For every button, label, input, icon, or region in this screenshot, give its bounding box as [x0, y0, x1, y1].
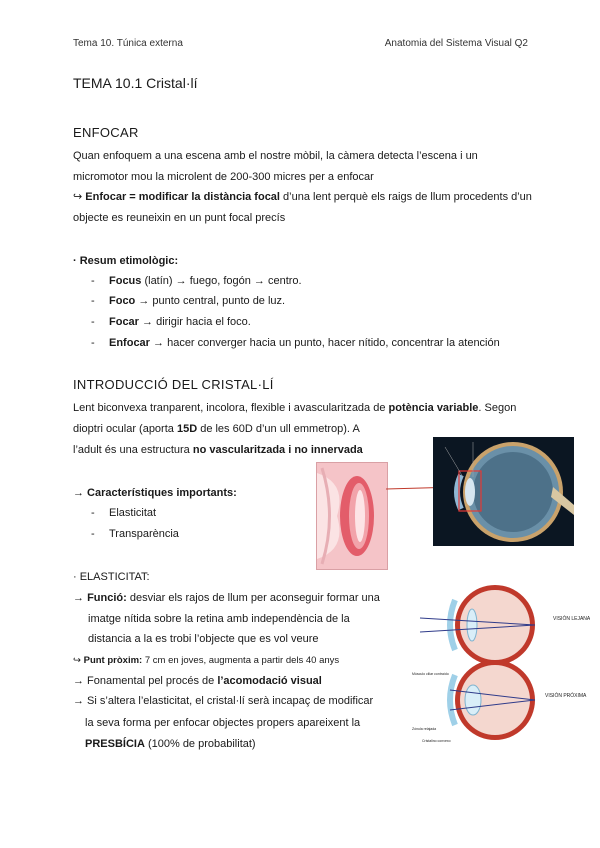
enfocar-line-1: Quan enfoquem a una escena amb el nostre mòbil, la càmera detecta l’escena i un	[73, 150, 478, 162]
section-heading-intro: INTRODUCCIÓ DEL CRISTAL·LÍ	[73, 377, 274, 392]
caract-heading: → Característiques importants:	[73, 487, 237, 499]
eye-near-vision	[450, 660, 535, 740]
enfocar-definition	[73, 190, 532, 204]
enfocar-line-2: micromotor mou la microlent de 200-300 micres per a enfocar	[73, 171, 374, 183]
list-item: - Enfocar → hacer converger hacia un punto, hacer nítido, concentrar la atención	[91, 337, 500, 349]
header-left: Tema 10. Túnica externa	[73, 38, 183, 49]
enfocar-definition-rest: d’una lent perquè els raigs de llum procedents d’un	[279, 191, 532, 203]
curved-arrow-icon: ↪	[73, 655, 81, 666]
presbicia-line-1: → Si s’altera l’elasticitat, el cristal·lí serà incapaç de modificar	[73, 695, 374, 707]
elasticitat-heading: · ELASTICITAT:	[73, 571, 150, 583]
eye-far-vision	[420, 585, 535, 665]
page-title: TEMA 10.1 Cristal·lí	[73, 75, 198, 91]
enfocar-line-4: objecte es reuneixin en un punt focal precís	[73, 212, 286, 224]
funcio-line-2: imatge nítida sobre la retina amb independència de la	[88, 613, 350, 625]
label-zonula: Zónula relajada	[412, 727, 437, 731]
section-heading-enfocar: ENFOCAR	[73, 125, 139, 140]
intro-line-1: Lent biconvexa tranparent, incolora, flexible i avascularitzada de potència variable. Segon	[73, 402, 517, 414]
intro-line-2: dioptri ocular (aporta 15D de les 60D d’un ull emmetrop). A	[73, 423, 360, 435]
list-item: - Focar → dirigir hacia el foco.	[91, 316, 251, 328]
label-proxima: VISIÓN PRÓXIMA	[545, 693, 587, 699]
presbicia-line-3: PRESBÍCIA (100% de probabilitat)	[85, 738, 256, 750]
list-item: - Foco → punto central, punto de luz.	[91, 295, 286, 307]
label-lejana: VISIÓN LEJANA	[553, 616, 590, 622]
curved-arrow-icon: ↪	[73, 191, 83, 203]
intro-line-3: l’adult és una estructura no vascularitzada i no innervada	[73, 444, 363, 456]
accommodation-figure	[410, 580, 590, 750]
label-cristalino: Cristalino convexo	[422, 739, 451, 743]
enfocar-definition-bold: Enfocar = modificar la distància focal	[85, 191, 280, 203]
list-item: - Elasticitat	[91, 507, 157, 519]
eye-cross-section-image	[433, 437, 574, 546]
label-musculo: Músculo ciliar contraído	[412, 672, 449, 676]
header-right: Anatomia del Sistema Visual Q2	[384, 38, 528, 49]
punt-proxim: ↪ Punt pròxim: 7 cm en joves, augmenta a partir dels 40 anys	[73, 655, 340, 666]
resum-heading: · Resum etimològic:	[73, 255, 179, 267]
fonamental-line: → Fonamental pel procés de l’acomodació visual	[73, 675, 322, 687]
lens-closeup-image	[316, 462, 388, 570]
presbicia-line-2: la seva forma per enfocar objectes propers apareixent la	[85, 717, 361, 729]
list-item: - Focus (latín) → fuego, fogón → centro.	[91, 275, 302, 287]
funcio-line-3: distancia a la es trobi l’objecte que es vol veure	[88, 633, 319, 645]
funcio-line-1: → Funció: desviar els rajos de llum per aconseguir formar una	[73, 592, 380, 604]
list-item: - Transparència	[91, 528, 179, 540]
